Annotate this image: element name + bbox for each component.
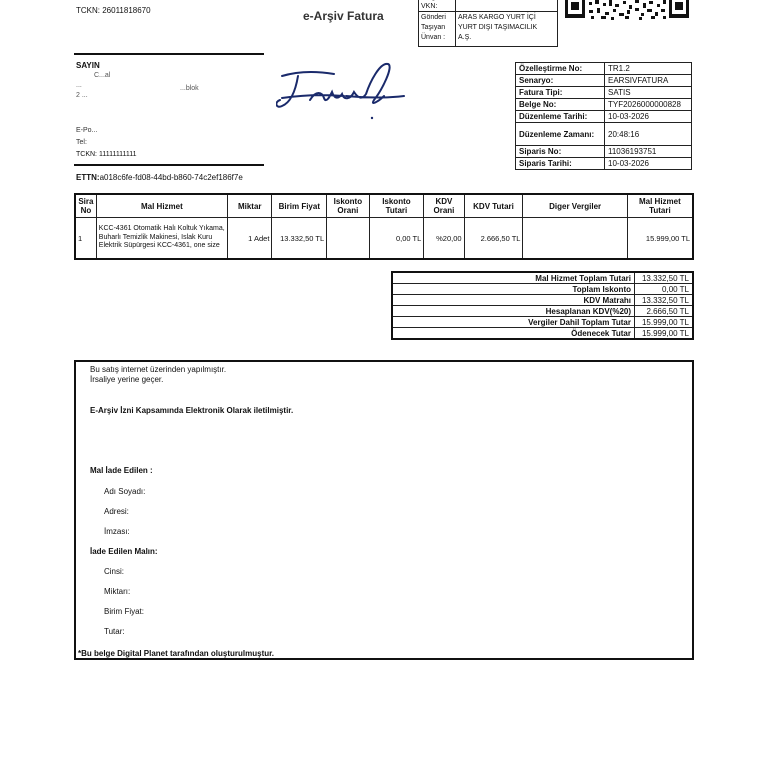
table-row bbox=[75, 218, 693, 260]
meta-value: 20:48:16 bbox=[605, 123, 692, 146]
return-address-label: Adresi: bbox=[104, 507, 129, 516]
ettn bbox=[76, 173, 243, 183]
totals-row bbox=[392, 272, 693, 284]
totals-table bbox=[391, 271, 694, 340]
buyer-name: C...al bbox=[94, 72, 111, 79]
carrier-label-3: Ünvan : bbox=[421, 34, 446, 41]
table-cell bbox=[327, 218, 369, 260]
totals-label: Toplam Iskonto bbox=[392, 284, 635, 295]
carrier-name-2: YURT DIŞI TAŞIMACILIK bbox=[458, 24, 538, 31]
meta-value: 10-03-2026 bbox=[605, 158, 692, 170]
returned-unit-price-label: Birim Fiyat: bbox=[104, 607, 144, 616]
meta-row bbox=[516, 99, 692, 111]
totals-row bbox=[392, 306, 693, 317]
carrier-label-1: Gönderi bbox=[421, 14, 446, 21]
carrier-label-2: Taşıyan bbox=[421, 24, 446, 31]
meta-value: EARSIVFATURA bbox=[605, 75, 692, 87]
meta-key: Düzenleme Tarihi: bbox=[516, 111, 605, 123]
column-header: Sira No bbox=[75, 194, 96, 218]
column-header: Diger Vergiler bbox=[523, 194, 627, 218]
meta-value: TR1.2 bbox=[605, 63, 692, 75]
buyer-email-label: E-Po... bbox=[76, 127, 98, 134]
meta-key: Özelleştirme No: bbox=[516, 63, 605, 75]
carrier-vkn-label: VKN: bbox=[421, 3, 438, 10]
buyer-bottom-divider bbox=[74, 164, 264, 166]
totals-value: 0,00 TL bbox=[635, 284, 694, 295]
note-internet-sale: Bu satış internet üzerinden yapılmıştır. bbox=[90, 365, 227, 374]
column-header: KDV Tutari bbox=[464, 194, 523, 218]
buyer-address-line-1: ... bbox=[76, 82, 82, 89]
meta-row bbox=[516, 146, 692, 158]
table-cell: 13.332,50 TL bbox=[272, 218, 327, 260]
buyer-tckn: TCKN: 11111111111 bbox=[76, 151, 137, 158]
table-cell bbox=[523, 218, 627, 260]
meta-key: Siparis No: bbox=[516, 146, 605, 158]
buyer-tel-label: Tel: bbox=[76, 139, 87, 146]
meta-key: Düzenleme Zamanı: bbox=[516, 123, 605, 146]
note-waybill: İrsaliye yerine geçer. bbox=[90, 375, 164, 384]
ettn-label: ETTN: bbox=[76, 173, 100, 182]
totals-row bbox=[392, 328, 693, 340]
buyer-address-line-3: 2 ... bbox=[76, 92, 88, 99]
document-title: e-Arşiv Fatura bbox=[303, 9, 384, 23]
returned-kind-label: Cinsi: bbox=[104, 567, 125, 576]
note-earsiv: E-Arşiv İzni Kapsamında Elektronik Olarak iletilmiştir. bbox=[90, 406, 294, 415]
items-header-row bbox=[75, 194, 693, 218]
meta-value: 11036193751 bbox=[605, 146, 692, 158]
buyer-heading: SAYIN bbox=[76, 61, 100, 70]
carrier-name-1: ARAS KARGO YURT İÇİ bbox=[458, 14, 536, 21]
signature-image bbox=[276, 60, 410, 124]
table-cell: 0,00 TL bbox=[369, 218, 424, 260]
meta-row bbox=[516, 75, 692, 87]
totals-value: 15.999,00 TL bbox=[635, 328, 694, 340]
returned-amount-label: Tutar: bbox=[104, 627, 125, 636]
meta-row bbox=[516, 111, 692, 123]
totals-label: Ödenecek Tutar bbox=[392, 328, 635, 340]
column-header: KDV Orani bbox=[424, 194, 464, 218]
return-heading: Mal İade Edilen : bbox=[90, 466, 153, 475]
ettn-value: a018c6fe-fd08-44bd-b860-74c2ef186f7e bbox=[99, 173, 243, 182]
totals-value: 13.332,50 TL bbox=[635, 272, 694, 284]
buyer-address-line-2: ...blok bbox=[180, 85, 199, 92]
notes-box bbox=[74, 360, 694, 660]
meta-row bbox=[516, 123, 692, 146]
column-header: Iskonto Tutari bbox=[369, 194, 424, 218]
totals-value: 13.332,50 TL bbox=[635, 295, 694, 306]
totals-label: KDV Matrahı bbox=[392, 295, 635, 306]
carrier-box bbox=[418, 0, 558, 47]
return-signature-label: İmzası: bbox=[104, 527, 130, 536]
carrier-name-3: A.Ş. bbox=[458, 34, 472, 41]
column-header: Miktar bbox=[228, 194, 272, 218]
totals-row bbox=[392, 295, 693, 306]
meta-value: 10-03-2026 bbox=[605, 111, 692, 123]
meta-row bbox=[516, 158, 692, 170]
meta-row bbox=[516, 63, 692, 75]
returned-goods-heading: İade Edilen Malın: bbox=[90, 547, 158, 556]
totals-value: 2.666,50 TL bbox=[635, 306, 694, 317]
column-header: Iskonto Orani bbox=[327, 194, 369, 218]
qr-code-image bbox=[565, 0, 689, 20]
meta-key: Fatura Tipi: bbox=[516, 87, 605, 99]
meta-key: Senaryo: bbox=[516, 75, 605, 87]
meta-key: Belge No: bbox=[516, 99, 605, 111]
column-header: Birim Fiyat bbox=[272, 194, 327, 218]
meta-row bbox=[516, 87, 692, 99]
table-cell: 2.666,50 TL bbox=[464, 218, 523, 260]
totals-value: 15.999,00 TL bbox=[635, 317, 694, 328]
meta-value: TYF2026000000828 bbox=[605, 99, 692, 111]
returned-quantity-label: Miktarı: bbox=[104, 587, 131, 596]
table-cell: 1 Adet bbox=[228, 218, 272, 260]
table-cell: KCC-4361 Otomatik Halı Koltuk Yıkama, Buharlı Temizlik Makinesi, Islak Kuru Elektrik Süpürgesi KCC-4361, one size bbox=[96, 218, 227, 260]
items-table bbox=[74, 193, 694, 260]
table-cell: %20,00 bbox=[424, 218, 464, 260]
totals-row bbox=[392, 317, 693, 328]
meta-key: Siparis Tarihi: bbox=[516, 158, 605, 170]
column-header: Mal Hizmet bbox=[96, 194, 227, 218]
column-header: Mal Hizmet Tutari bbox=[627, 194, 693, 218]
footer-note: *Bu belge Digital Planet tarafından oluşturulmuştur. bbox=[78, 649, 275, 658]
invoice-meta-table bbox=[515, 62, 692, 170]
meta-value: SATIS bbox=[605, 87, 692, 99]
totals-label: Vergiler Dahil Toplam Tutar bbox=[392, 317, 635, 328]
totals-label: Hesaplanan KDV(%20) bbox=[392, 306, 635, 317]
table-cell: 15.999,00 TL bbox=[627, 218, 693, 260]
return-name-label: Adı Soyadı: bbox=[104, 487, 146, 496]
seller-tckn: TCKN: 26011818670 bbox=[76, 6, 151, 15]
totals-label: Mal Hizmet Toplam Tutari bbox=[392, 272, 635, 284]
table-cell: 1 bbox=[75, 218, 96, 260]
totals-row bbox=[392, 284, 693, 295]
buyer-top-divider bbox=[74, 53, 264, 55]
